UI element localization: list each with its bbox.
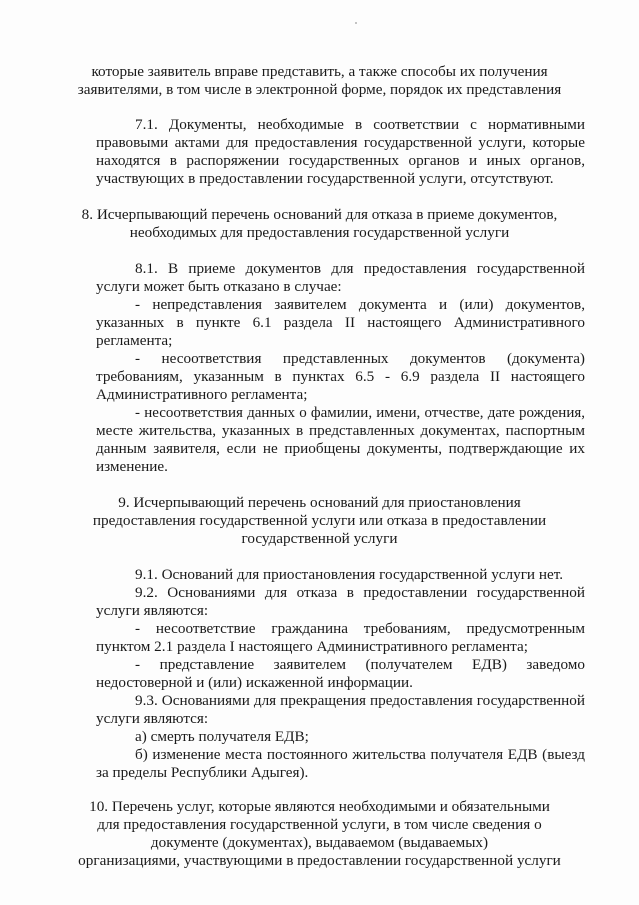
- paragraph-line: 9.3. Основаниями для прекращения предоставления государственной: [135, 692, 585, 709]
- section-heading-line: документе (документах), выдаваемом (выдаваемых): [150, 834, 489, 851]
- list-item-line: б) изменение места постоянного жительства получателя ЕДВ (выезд: [135, 746, 585, 763]
- list-item-line: - несоответствия данных о фамилии, имени, отчестве, дате рождения,: [135, 405, 585, 421]
- list-item-line: за пределы Республики Адыгея).: [96, 764, 309, 781]
- list-item-line: требованиям, указанным в пунктах 6.5 - 6.9 раздела II настоящего: [96, 368, 585, 385]
- section-heading-line: необходимых для предоставления государственной услуги: [129, 224, 510, 241]
- section-heading-line: 8. Исчерпывающий перечень оснований для отказа в приеме документов,: [81, 206, 558, 223]
- list-item-line: данным заявителя, если не приобщены документы, подтверждающие их: [96, 440, 585, 457]
- paragraph-line: участвующих в предоставлении государственной услуги, отсутствуют.: [96, 170, 554, 187]
- list-item-line: недостоверной и (или) искаженной информации.: [96, 674, 413, 691]
- paragraph-line: услуги являются:: [96, 710, 209, 727]
- paragraph-line: правовыми актами для предоставления государственной услуги, которые: [96, 134, 585, 151]
- section-heading-line: государственной услуги: [241, 530, 398, 547]
- list-item-line: - несоответствие гражданина требованиям, предусмотренным: [135, 620, 585, 637]
- list-item-line: - непредставления заявителем документа и (или) документов,: [135, 296, 585, 313]
- section-heading-line: заявителями, в том числе в электронной форме, порядок их представления: [77, 81, 562, 98]
- list-item-line: Административного регламента;: [96, 386, 308, 403]
- paragraph-line: 8.1. В приеме документов для предоставления государственной: [135, 260, 585, 277]
- list-item-line: - несоответствия представленных документов (документа): [135, 350, 585, 367]
- list-item-line: месте жительства, указанных в представленных документах, паспортным: [96, 422, 585, 439]
- paragraph-line: находятся в распоряжении государственных органов и иных органов,: [96, 152, 585, 169]
- paragraph-line: 7.1. Документы, необходимые в соответствии с нормативными: [135, 116, 585, 133]
- section-heading-line: 10. Перечень услуг, которые являются необходимыми и обязательными: [89, 798, 550, 815]
- list-item-line: пунктом 2.1 раздела I настоящего Административного регламента;: [96, 638, 528, 655]
- section-heading-line: 9. Исчерпывающий перечень оснований для приостановления: [118, 494, 521, 511]
- section-heading-line: предоставления государственной услуги или отказа в предоставлении: [92, 512, 547, 529]
- paragraph-line: услуги являются:: [96, 602, 209, 619]
- paragraph-line: 9.1. Оснований для приостановления государственной услуги нет.: [135, 566, 564, 583]
- section-heading-line: которые заявитель вправе представить, а также способы их получения: [91, 63, 548, 80]
- paragraph-line: 9.2. Основаниями для отказа в предоставлении государственной: [135, 584, 585, 601]
- section-heading-line: организациями, участвующими в предоставлении государственной услуги: [78, 852, 561, 869]
- list-item-line: указанных в пункте 6.1 раздела II настоящего Административного: [96, 314, 585, 331]
- list-item-line: а) смерть получателя ЕДВ;: [135, 728, 309, 745]
- scan-speck: [355, 22, 357, 24]
- list-item-line: изменение.: [96, 458, 168, 475]
- paragraph-line: услуги может быть отказано в случае:: [96, 278, 342, 295]
- list-item-line: регламента;: [96, 332, 173, 349]
- list-item-line: - представление заявителем (получателем ЕДВ) заведомо: [135, 656, 585, 673]
- section-heading-line: для предоставления государственной услуги, в том числе сведения о: [97, 816, 542, 833]
